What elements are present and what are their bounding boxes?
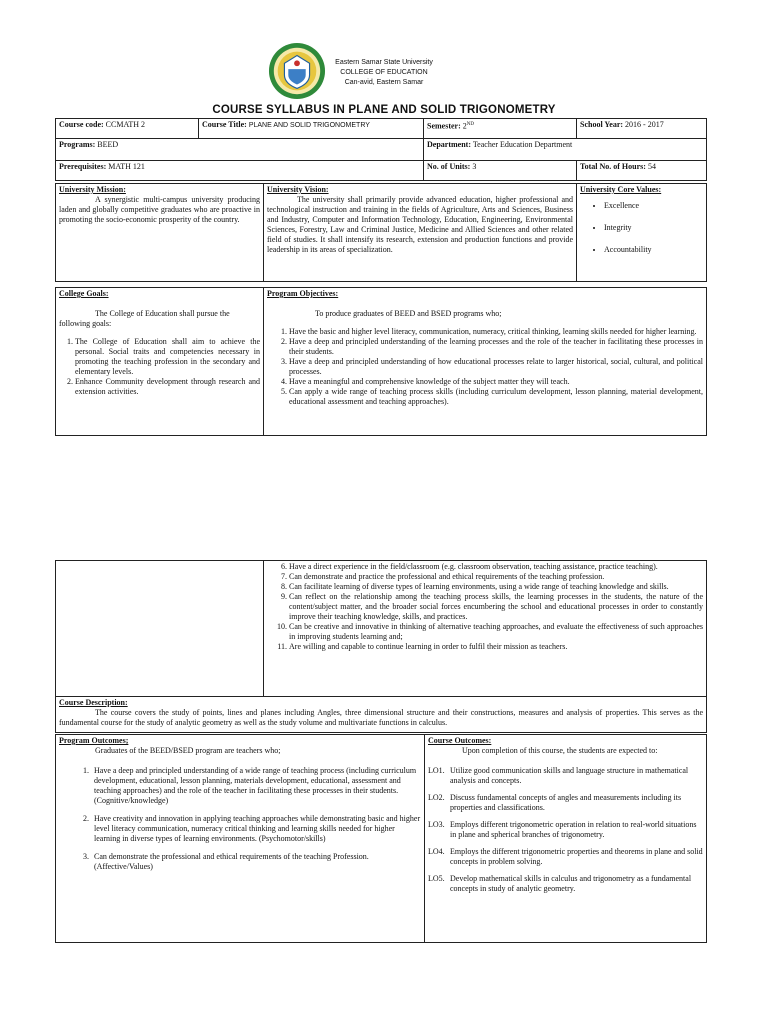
- vision-cell: [264, 184, 577, 282]
- document-title: COURSE SYLLABUS IN PLANE AND SOLID TRIGONOMETRY: [212, 104, 556, 116]
- course-outcome-item: LO4. Employs the different trigonometric properties and theorems in plane and solid concepts in problem solving.: [428, 847, 703, 866]
- units: 3: [472, 162, 477, 171]
- mission-label: University Mission:: [59, 185, 126, 194]
- prerequisites-cell: Prerequisites: MATH 121: [56, 161, 424, 181]
- program-objectives-intro: To produce graduates of BEED and BSED programs who;: [315, 309, 502, 318]
- empty-goals-cell: [56, 561, 264, 697]
- university-seal-logo: [268, 42, 326, 100]
- core-value-item: • Accountability: [604, 245, 703, 255]
- vision-text: The university shall primarily provide advanced education, higher professional and technological instruction and training in the fields of Agriculture, Arts and Sciences, Business and Industry, Computer and Information Technology, Education, Engineering, Environmental Sciences, Forestry, Law and Criminal Justice, Medicine and Allied Sciences and other related field of studies. It shall intensify its research, extension and production functions and provide leadership in its areas of specialization.: [267, 195, 573, 254]
- program-outcome-item: 3. Can demonstrate the professional and ethical requirements of the teaching Profession. (Affective/Values): [83, 852, 369, 871]
- vision-label: University Vision:: [267, 185, 329, 194]
- program-objective-item: 10. Can be creative and innovative in thinking of alternative teaching approaches, and evaluate the effectiveness of such approaches in improving students learning and;: [289, 622, 703, 642]
- core-value-item: • Excellence: [604, 201, 703, 211]
- college-name: COLLEGE OF EDUCATION: [340, 69, 428, 76]
- core-values-label: University Core Values:: [580, 185, 662, 194]
- course-outcome-item: LO5. Develop mathematical skills in calculus and trigonometry as a fundamental concepts in study of analytic geometry.: [428, 874, 692, 893]
- course-code-cell: Course code: CCMATH 2: [56, 119, 199, 139]
- school-year-cell: School Year: 2016 - 2017: [577, 119, 707, 139]
- program-objective-item: 3. Have a deep and principled understanding of how educational processes relate to larger historical, social, cultural, and political processes.: [289, 357, 703, 377]
- program-outcome-item: 1. Have a deep and principled understanding of a wide range of teaching process (including curriculum development, educational, lesson planning, materials development, educational, assessment and teaching approaches) and the role of the teacher in facilitating these processes in their students. (Cognitive/knowledge): [83, 766, 417, 805]
- mission-cell: [56, 184, 264, 282]
- syllabus-page-2: [0, 560, 768, 950]
- core-values-cell: [577, 184, 707, 282]
- core-value-item: • Integrity: [604, 223, 703, 233]
- program-outcome-item: 2. Have creativity and innovation in applying teaching approaches while demonstrating basic and higher level literacy communication, numeracy critical thinking and learning skills needed for higher learning in diverse types of learning environments. (Psychomotor/skills): [83, 814, 421, 843]
- objectives-continued-table: [55, 560, 707, 733]
- course-outcomes-intro: Upon completion of this course, the students are expected to:: [462, 746, 658, 755]
- program-outcomes-intro: Graduates of the BEED/BSED program are teachers who;: [95, 746, 281, 755]
- institution-header: [328, 58, 440, 88]
- course-title-cell: Course Title: PLANE AND SOLID TRIGONOMETRY: [199, 119, 424, 139]
- program-objective-item: 8. Can facilitate learning of diverse types of learning environments, using a wide range of teaching knowledge and skills.: [289, 582, 703, 592]
- program-objectives-continued-cell: [264, 561, 707, 697]
- mission-text: A synergistic multi-campus university producing laden and globally competitive graduates who are proactive in promoting the socio-economic prosperity of the country.: [59, 195, 260, 224]
- school-year: 2016 - 2017: [625, 120, 664, 129]
- program-objective-item: 5. Can apply a wide range of teaching process skills (including curriculum development, lesson planning, material development, educational assessment and teaching approaches).: [289, 387, 703, 407]
- program-objective-item: 9. Can reflect on the relationship among the teaching process skills, the learning processes in the students, the nature of the content/subject matter, and the broader social forces encumbering the school and educational processes in order to constantly improve their teaching knowledge, skills, and practices.: [289, 592, 703, 622]
- program-objectives-cell: [264, 288, 707, 436]
- college-goals-label: College Goals:: [59, 289, 109, 298]
- hours: 54: [647, 162, 656, 171]
- university-name: Eastern Samar State University: [335, 59, 433, 66]
- semester-cell: Semester: 2ND: [424, 119, 577, 139]
- program-objective-item: 7. Can demonstrate and practice the professional and ethical requirements of the teaching profession.: [289, 572, 703, 582]
- syllabus-page-1: [0, 0, 768, 440]
- goals-objectives-table: [55, 287, 707, 436]
- hours-cell: Total No. of Hours: 54: [577, 161, 707, 181]
- department-cell: Department: Teacher Education Department: [424, 139, 707, 161]
- college-goal-item: 1. The College of Education shall aim to achieve the personal. Social traits and competencies necessary in promoting the teaching profession in the secondary and elementary levels.: [75, 337, 260, 377]
- department: Teacher Education Department: [472, 140, 573, 149]
- program-objective-item: 4. Have a meaningful and comprehensive knowledge of the subject matter they will teach.: [289, 377, 703, 387]
- program-outcomes-label: Program Outcomes;: [59, 736, 129, 745]
- course-code: CCMATH 2: [105, 120, 145, 129]
- course-outcomes-cell: [425, 735, 707, 943]
- course-description-cell: [56, 697, 707, 733]
- course-outcomes-label: Course Outcomes:: [428, 736, 492, 745]
- course-outcome-item: LO1. Utilize good communication skills and language structure in mathematical analysis and concepts.: [428, 766, 689, 785]
- outcomes-table: [55, 734, 707, 943]
- course-title: PLANE AND SOLID TRIGONOMETRY: [248, 122, 370, 129]
- mission-vision-table: [55, 183, 707, 282]
- college-goals-intro: The College of Education shall pursue the following goals:: [59, 309, 230, 328]
- units-cell: No. of Units: 3: [424, 161, 577, 181]
- college-goal-item: 2. Enhance Community development through research and extension activities.: [75, 377, 260, 397]
- program-objective-item: 6. Have a direct experience in the field/classroom (e.g. classroom observation, teaching assistance, practice teaching).: [289, 562, 703, 572]
- college-goals-cell: [56, 288, 264, 436]
- prerequisites: MATH 121: [108, 162, 145, 171]
- course-description-label: Course Description:: [59, 698, 128, 707]
- course-info-table: [55, 118, 707, 181]
- campus-location: Can-avid, Eastern Samar: [344, 79, 424, 86]
- course-description-text: The course covers the study of points, lines and planes including Angles, three dimensional structure and their constructions, measures and analysis of properties. This serves as the fundamental course for the study of analytic geometry as well as the study volume and multivariate functions in calculus.: [59, 708, 703, 727]
- course-outcome-item: LO2. Discuss fundamental concepts of angles and measurements including its properties and classifications.: [428, 793, 682, 812]
- programs: BEED: [97, 140, 119, 149]
- programs-cell: Programs: BEED: [56, 139, 424, 161]
- program-objective-item: 1. Have the basic and higher level literacy, communication, numeracy, critical thinking, learning skills needed for higher learning.: [289, 327, 703, 337]
- program-outcomes-cell: [56, 735, 425, 943]
- program-objective-item: 2. Have a deep and principled understanding of the learning processes and the role of the teacher in facilitating these processes in their students.: [289, 337, 703, 357]
- program-objective-item: 11. Are willing and capable to continue learning in order to fulfil their mission as teachers.: [289, 642, 703, 652]
- semester: 2: [462, 121, 467, 131]
- course-outcome-item: LO3. Employs different trigonometric operation in relation to real-world situations in plane and spherical branches of trigonometry.: [428, 820, 697, 839]
- program-objectives-label: Program Objectives:: [267, 289, 339, 298]
